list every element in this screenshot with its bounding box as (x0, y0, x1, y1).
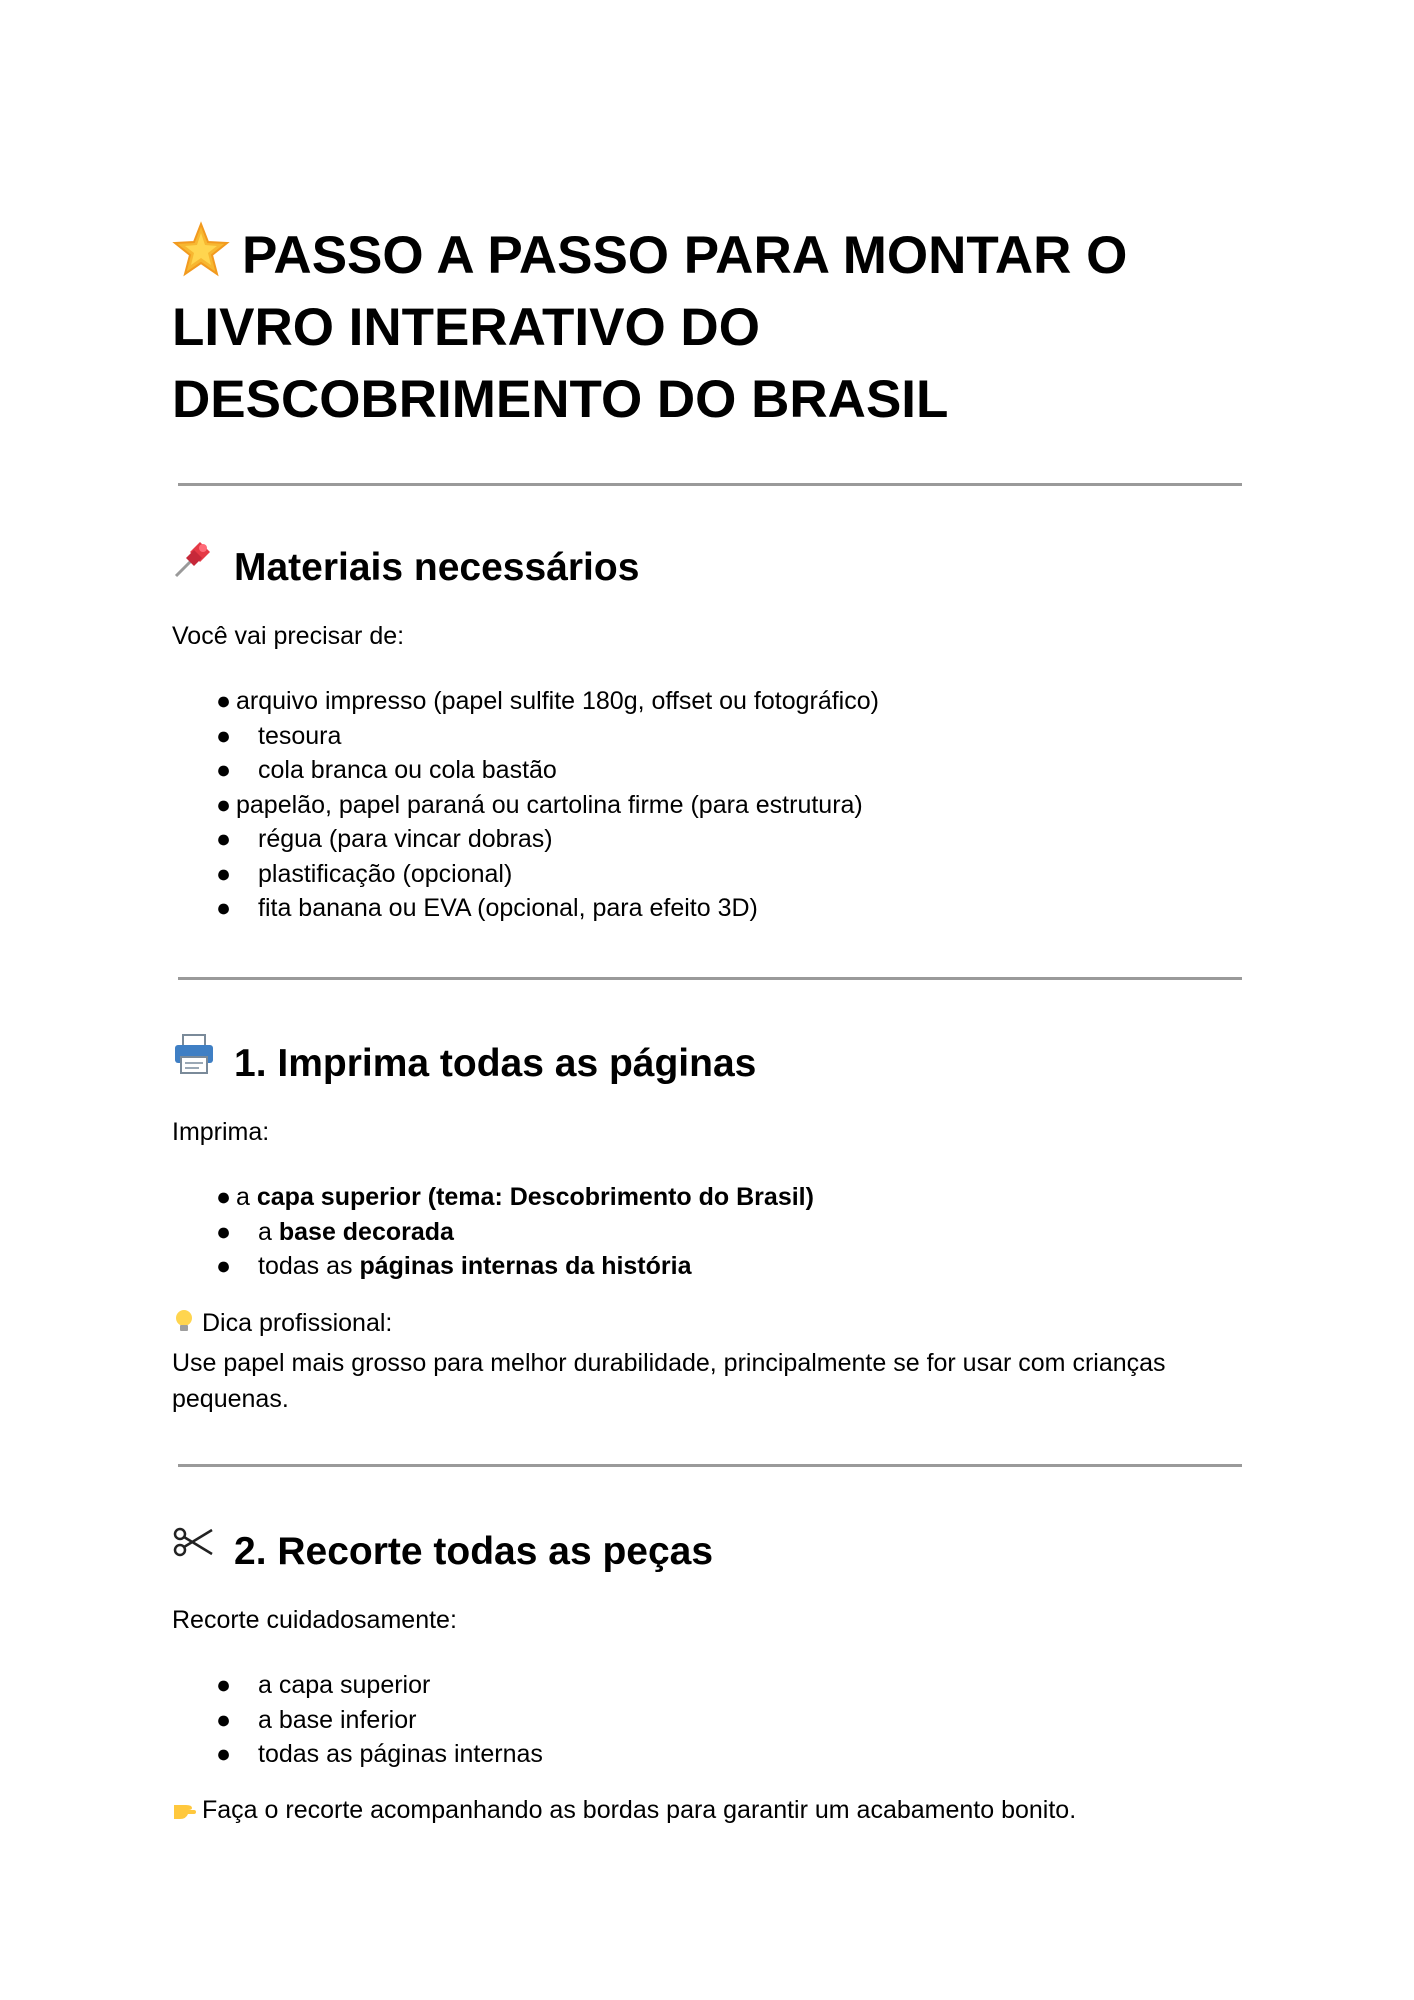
list-item: ● a capa superior (216, 1671, 431, 1699)
divider (178, 1464, 1242, 1467)
materials-heading-text: Materiais necessários (234, 546, 640, 589)
list-item: ● a base decorada (216, 1217, 454, 1246)
cut-note: Faça o recorte acompanhando as bordas para garantir um acabamento bonito. (172, 1792, 1232, 1828)
print-heading-text: 1. Imprima todas as páginas (234, 1042, 757, 1085)
list-item: ● régua (para vincar dobras) (216, 825, 553, 853)
printer-icon (172, 1032, 216, 1076)
list-item: ● cola branca ou cola bastão (216, 756, 557, 784)
list-item: ● a base inferior (216, 1705, 417, 1734)
divider (178, 977, 1242, 980)
scissors-icon (172, 1520, 216, 1564)
tip-label: Dica profissional: (172, 1305, 1232, 1341)
list-item: ● fita banana ou EVA (opcional, para efeito 3D) (216, 894, 758, 922)
list-item: ● tesoura (216, 721, 342, 750)
materials-intro: Você vai precisar de: (172, 622, 405, 650)
divider (178, 483, 1242, 486)
print-intro: Imprima: (172, 1118, 270, 1146)
list-item: ● todas as páginas internas (216, 1740, 543, 1768)
pointing-hand-icon (172, 1795, 196, 1821)
print-list (216, 1180, 814, 1284)
cut-heading-text: 2. Recorte todas as peças (234, 1530, 714, 1573)
materials-heading (172, 544, 639, 592)
cut-list (216, 1668, 543, 1772)
print-heading (172, 1040, 756, 1088)
list-item: ● todas as páginas internas da história (216, 1252, 692, 1280)
page-title-text: PASSO A PASSO PARA MONTAR O LIVRO INTERATIVO DO DESCOBRIMENTO DO BRASIL (172, 226, 1128, 429)
lightbulb-icon (172, 1308, 196, 1334)
list-item: ● arquivo impresso (papel sulfite 180g, offset ou fotográfico) (216, 687, 879, 715)
materials-list (216, 684, 879, 926)
list-item: ● papelão, papel paraná ou cartolina firme (para estrutura) (216, 790, 863, 819)
list-item: ● plastificação (opcional) (216, 859, 513, 888)
star-icon (172, 221, 230, 279)
pushpin-icon (172, 536, 216, 580)
list-item: ● a capa superior (tema: Descobrimento do Brasil) (216, 1183, 814, 1211)
tip-text: Use papel mais grosso para melhor durabilidade, principalmente se for usar com crianças pequenas. (172, 1349, 1166, 1413)
cut-heading (172, 1528, 713, 1576)
cut-intro: Recorte cuidadosamente: (172, 1606, 457, 1634)
page-title (172, 220, 1242, 436)
